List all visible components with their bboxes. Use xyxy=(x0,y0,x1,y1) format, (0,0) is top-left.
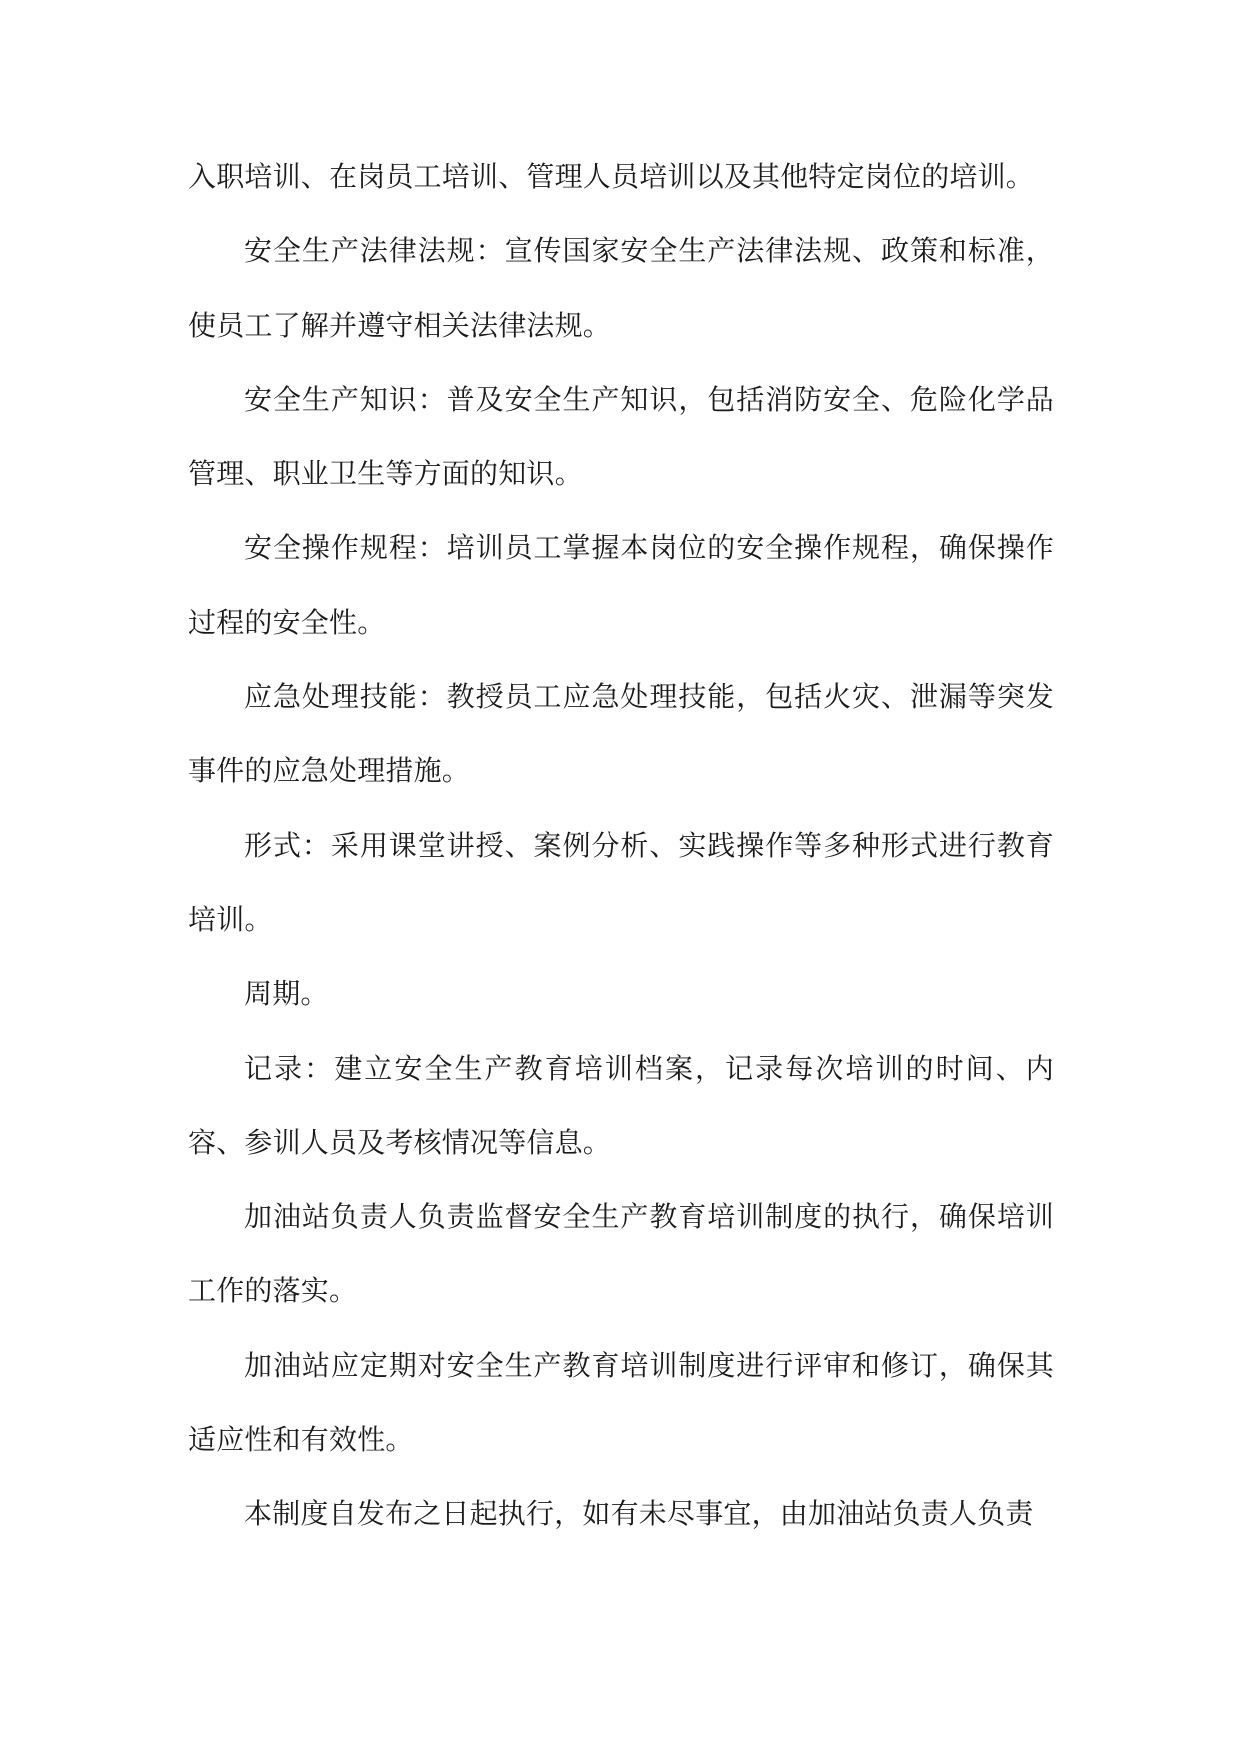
paragraph-emergency-skills: 应急处理技能：教授员工应急处理技能，包括火灾、泄漏等突发事件的应急处理措施。 xyxy=(188,680,1054,788)
paragraph-training-types: 入职培训、在岗员工培训、管理人员培训以及其他特定岗位的培训。 xyxy=(188,160,1035,193)
paragraph-effective-date: 本制度自发布之日起执行，如有未尽事宜，由加油站负责人负责 xyxy=(244,1497,1034,1531)
document-body xyxy=(188,140,1054,1552)
paragraph-cycle: 周期。 xyxy=(244,977,329,1011)
paragraph-supervision: 加油站负责人负责监督安全生产教育培训制度的执行，确保培训工作的落实。 xyxy=(188,1200,1054,1308)
paragraph-safety-knowledge: 安全生产知识：普及安全生产知识，包括消防安全、危险化学品管理、职业卫生等方面的知识。 xyxy=(188,382,1054,491)
paragraph-laws-regulations: 安全生产法律法规：宣传国家安全生产法律法规、政策和标准，使员工了解并遵守相关法律法规。 xyxy=(188,234,1054,342)
paragraph-review: 加油站应定期对安全生产教育培训制度进行评审和修订，确保其适应性和有效性。 xyxy=(188,1348,1054,1457)
paragraph-records: 记录：建立安全生产教育培训档案，记录每次培训的时间、内容、参训人员及考核情况等信息。 xyxy=(188,1051,1054,1159)
paragraph-operating-procedures: 安全操作规程：培训员工掌握本岗位的安全操作规程，确保操作过程的安全性。 xyxy=(188,531,1054,639)
paragraph-training-format: 形式：采用课堂讲授、案例分析、实践操作等多种形式进行教育培训。 xyxy=(188,828,1054,936)
